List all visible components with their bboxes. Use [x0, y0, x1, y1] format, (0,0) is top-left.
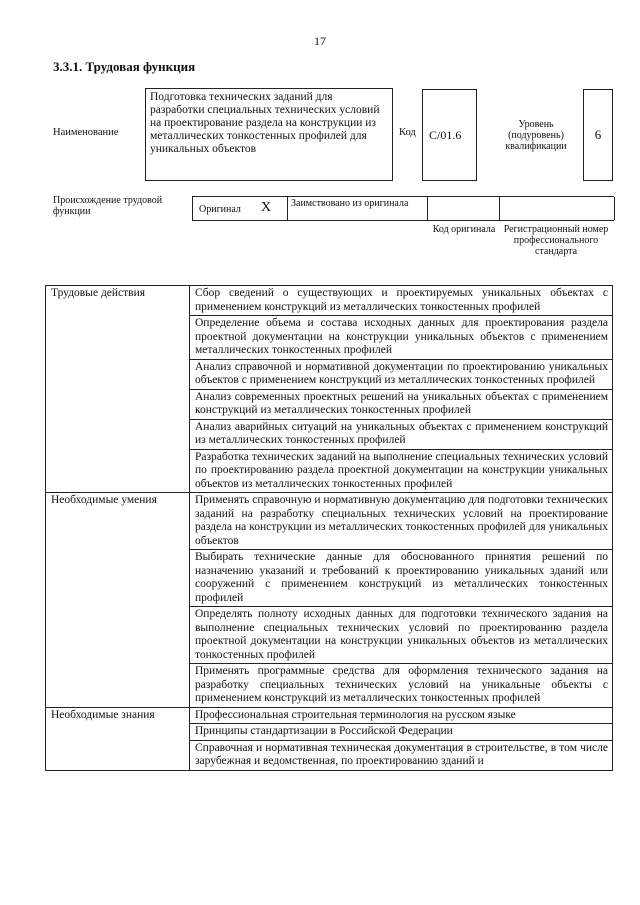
skill-item: Определять полноту исходных данных для подготовки технического задания на выполнение специальных технических условий по проектированию раздела проектной документации на конструкции уникальных объектов из металлических тонкостенных профилей	[190, 607, 613, 664]
page-number: 17	[314, 34, 326, 48]
origin-label: Происхождение трудовой функции	[53, 195, 163, 217]
reg-number-caption: Регистрационный номер профессионального стандарта	[503, 224, 609, 257]
borrowed-label: Заимствовано из оригинала	[291, 198, 409, 209]
skill-item: Применять справочную и нормативную документацию для подготовки технических заданий на разработку специальных технических условий на проектирование раздела на конструкции из металлических тонкостенных профилей для уникальных объектов	[190, 493, 613, 550]
origin-row	[192, 196, 614, 221]
knowledge-item: Принципы стандартизации в Российской Федерации	[190, 724, 613, 741]
code-original-cell	[428, 197, 500, 220]
code-box	[422, 89, 477, 181]
level-value: 6	[594, 127, 602, 142]
function-name-box	[145, 88, 393, 181]
table-row	[46, 493, 613, 550]
code-label: Код	[399, 127, 416, 138]
labor-action-item: Анализ современных проектных решений на уникальных объектах с применением конструкций из металлических тонкостенных профилей	[190, 389, 613, 419]
original-cell	[193, 197, 288, 220]
function-name-value: Подготовка технических заданий для разработки специальных технических условий на проектирование раздела на конструкции из металлических тонкостенных профилей для уникальных объектов	[150, 91, 380, 155]
reg-number-cell	[500, 197, 615, 220]
labor-function-table	[45, 285, 613, 771]
level-box	[583, 89, 613, 181]
skill-item: Применять программные средства для оформления технического задания на разработку специальных технических условий на уникальные объекты с применением конструкций из металлических тонкостенных профилей	[190, 664, 613, 708]
knowledge-item: Справочная и нормативная техническая документация в строительстве, в том числе зарубежная и ведомственная, по проектированию зданий и	[190, 740, 613, 770]
table-row	[46, 707, 613, 724]
labor-action-item: Определение объема и состава исходных данных для проектирования раздела проектной документации на конструкции уникальных объектов с применением металлических тонкостенных профилей	[190, 316, 613, 360]
skill-item: Выбирать технические данные для обоснованного принятия решений по назначению указаний и требований к проектированию уникальных зданий или сооружений с применением конструкций из металлических тонкостенных профилей	[190, 550, 613, 607]
section-title: 3.3.1. Трудовая функция	[53, 59, 196, 74]
code-value: С/01.6	[429, 128, 462, 142]
table-row	[46, 286, 613, 316]
labor-actions-label: Трудовые действия	[46, 286, 190, 493]
code-original-caption: Код оригинала	[432, 224, 496, 235]
name-label: Наименование	[53, 127, 119, 138]
knowledge-item: Профессиональная строительная терминология на русском языке	[190, 707, 613, 724]
labor-action-item: Разработка технических заданий на выполнение специальных технических условий по проектированию раздела проектной документации на конструкции уникальных объектов из металлических тонкостенных профилей	[190, 449, 613, 493]
labor-action-item: Сбор сведений о существующих и проектируемых уникальных объектах с применением конструкций из металлических тонкостенных профилей	[190, 286, 613, 316]
skills-label: Необходимые умения	[46, 493, 190, 708]
level-label: Уровень (подуровень) квалификации	[505, 119, 567, 152]
borrowed-cell	[288, 197, 428, 220]
original-mark: X	[261, 200, 272, 215]
knowledge-label: Необходимые знания	[46, 707, 190, 770]
labor-action-item: Анализ аварийных ситуаций на уникальных объектах с применением конструкций из металлических тонкостенных профилей	[190, 419, 613, 449]
original-label: Оригинал	[199, 204, 241, 215]
labor-action-item: Анализ справочной и нормативной документации по проектированию уникальных объектов с применением конструкций из металлических тонкостенных профилей	[190, 359, 613, 389]
